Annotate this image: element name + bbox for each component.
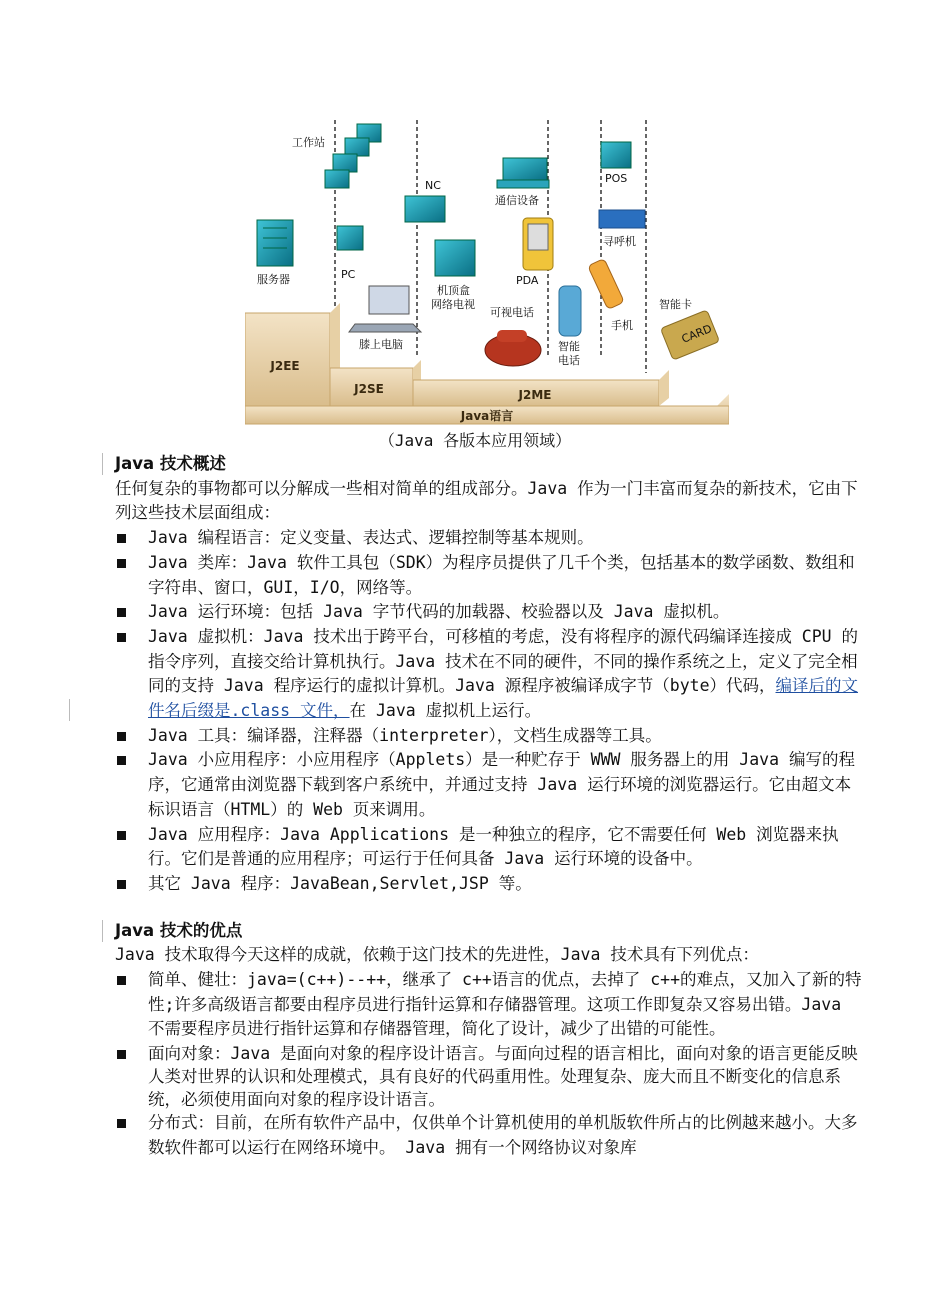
mobile-phone-icon xyxy=(588,258,625,309)
smart-label: 智能 xyxy=(558,340,580,353)
nc-label: NC xyxy=(425,179,441,192)
set-top-box-icon xyxy=(435,240,475,276)
document-body xyxy=(115,452,865,1161)
change-marker xyxy=(102,453,103,475)
separator-lines xyxy=(335,120,646,373)
vm-tail: 在 Java 虚拟机上运行。 xyxy=(349,701,542,721)
j2me-label: J2ME xyxy=(518,388,552,402)
phone-label: 电话 xyxy=(558,354,580,367)
java-language-label: Java语言 xyxy=(460,409,514,423)
pager-icon xyxy=(599,210,645,228)
svg-text:CARD: CARD xyxy=(679,321,714,346)
list-item: Java 编程语言：定义变量、表达式、逻辑控制等基本规则。 xyxy=(115,526,865,551)
pos-label: POS xyxy=(605,172,628,185)
list-item: Java 运行环境：包括 Java 字节代码的加载器、校验器以及 Java 虚拟机。 xyxy=(115,600,865,625)
change-marker xyxy=(102,920,103,942)
pda-icon xyxy=(523,218,553,270)
set-top-box-label: 机顶盒 xyxy=(437,284,470,297)
video-phone-icon xyxy=(485,330,541,366)
list-item: 面向对象：Java 是面向对象的程序设计语言。与面向过程的语言相比，面向对象的语言更能反映人类对世界的认识和处理模式，具有良好的代码重用性。处理复杂、庞大而且不断变化的信息系统，必须使用面向对象的程序设计语言。 xyxy=(115,1042,865,1111)
class-file-link[interactable]: 编译后的文件名后缀是.class 文件， xyxy=(148,676,859,721)
vm-text: Java 虚拟机：Java 技术出于跨平台，可移植的考虑，没有将程序的源代码编译连接成 CPU 的指令序列，直接交给计算机执行。Java 技术在不同的硬件，不同的操作系统之上，定义了完全相同的支持 Java 程序运行的虚拟计算机。Java 源程序被编译成字节（byte）代码， xyxy=(148,626,859,696)
pda-label: PDA xyxy=(516,274,539,287)
laptop-label: 膝上电脑 xyxy=(359,338,403,351)
nc-icon xyxy=(405,196,445,222)
smart-phone-icon xyxy=(559,286,581,336)
figure-caption: （Java 各版本应用领域） xyxy=(378,431,572,450)
list-item: 简单、健壮：java=(c++)--++，继承了 c++语言的优点，去掉了 c++的难点，又加入了新的特性;许多高级语言都要由程序员进行指针运算和存储器管理。这项工作即复杂又容易出错。Java 不需要程序员进行指针运算和存储器管理，简化了设计，减少了出错的可能性。 xyxy=(115,968,865,1042)
smart-card-label: 智能卡 xyxy=(659,298,692,311)
j2ee-label: J2EE xyxy=(270,359,300,373)
list-item: 分布式：目前，在所有软件产品中，仅供单个计算机使用的单机版软件所占的比例越来越小。大多数软件都可以运行在网络环境中。 Java 拥有一个网络协议对象库 xyxy=(115,1111,865,1160)
java-editions-diagram xyxy=(245,118,729,428)
workstation-label: 工作站 xyxy=(292,136,325,149)
overview-list xyxy=(115,526,865,897)
list-item: 其它 Java 程序：JavaBean,Servlet,JSP 等。 xyxy=(115,872,865,897)
change-marker xyxy=(69,699,70,721)
list-item: Java 工具：编译器，注释器（interpreter），文档生成器等工具。 xyxy=(115,724,865,749)
section-title-advantages: Java 技术的优点 xyxy=(115,920,243,940)
pager-label: 寻呼机 xyxy=(603,235,636,248)
net-tv-label: 网络电视 xyxy=(431,298,475,311)
section-title-overview: Java 技术概述 xyxy=(115,454,226,473)
java-editions-figure xyxy=(245,118,729,428)
comm-device-label: 通信设备 xyxy=(495,194,539,207)
overview-intro: 任何复杂的事物都可以分解成一些相对简单的组成部分。Java 作为一门丰富而复杂的新技术，它由下列这些技术层面组成： xyxy=(115,478,858,523)
list-item: Java 类库：Java 软件工具包（SDK）为程序员提供了几千个类，包括基本的数学函数、数组和字符串、窗口，GUI，I/O，网络等。 xyxy=(115,551,865,600)
advantages-list xyxy=(115,968,865,1161)
server-icon xyxy=(257,220,293,266)
pc-label: PC xyxy=(341,268,356,281)
mobile-label: 手机 xyxy=(611,319,633,332)
list-item-vm xyxy=(115,625,865,724)
list-item: Java 应用程序：Java Applications 是一种独立的程序，它不需要任何 Web 浏览器来执行。它们是普通的应用程序；可运行于任何具备 Java 运行环境的设备中。 xyxy=(115,823,865,872)
pc-icon xyxy=(337,226,363,250)
laptop-icon xyxy=(349,286,421,332)
video-phone-label: 可视电话 xyxy=(490,306,534,319)
workstation-icon xyxy=(325,124,381,188)
pos-icon xyxy=(601,142,631,168)
advantages-intro: Java 技术取得今天这样的成就，依赖于这门技术的先进性，Java 技术具有下列优点： xyxy=(115,945,759,965)
comm-device-icon xyxy=(497,158,549,188)
j2se-label: J2SE xyxy=(354,382,384,396)
list-item: Java 小应用程序：小应用程序（Applets）是一种贮存于 WWW 服务器上的用 Java 编写的程序，它通常由浏览器下载到客户系统中，并通过支持 Java 运行环境的浏览器运行。它由超文本标识语言（HTML）的 Web 页来调用。 xyxy=(115,748,865,822)
smart-card-icon xyxy=(660,310,719,360)
server-label: 服务器 xyxy=(257,273,290,286)
